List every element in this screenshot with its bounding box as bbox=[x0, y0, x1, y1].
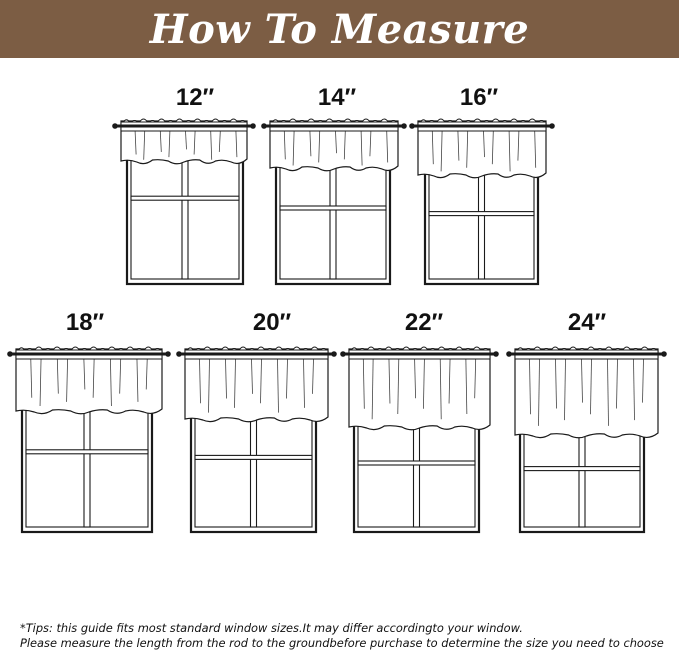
window-transom bbox=[195, 455, 312, 459]
window-illustration-24 bbox=[508, 340, 668, 540]
rod-finial-left bbox=[7, 351, 13, 357]
window-illustration-22 bbox=[342, 340, 502, 540]
header-banner bbox=[0, 0, 679, 58]
valance-curtain bbox=[185, 349, 328, 422]
window-transom bbox=[524, 467, 640, 471]
window-transom bbox=[358, 461, 475, 465]
rod-finial-right bbox=[331, 351, 337, 357]
rod-finial-right bbox=[549, 123, 555, 129]
rod-finial-left bbox=[340, 351, 346, 357]
rod-finial-right bbox=[493, 351, 499, 357]
size-label-22: 22″ bbox=[404, 309, 444, 336]
rod-finial-left bbox=[409, 123, 415, 129]
window-mullion bbox=[84, 406, 90, 527]
window-illustration-16 bbox=[410, 112, 560, 292]
window-illustration-20 bbox=[178, 340, 338, 540]
page-title: How To Measure bbox=[149, 5, 530, 53]
window-illustration-14 bbox=[262, 112, 412, 292]
size-label-20: 20″ bbox=[252, 309, 292, 336]
window-mullion bbox=[414, 422, 420, 527]
window-transom bbox=[280, 206, 386, 210]
window-mullion bbox=[579, 430, 585, 527]
window-mullion bbox=[330, 164, 336, 279]
size-label-16: 16″ bbox=[459, 84, 499, 111]
rod-finial-right bbox=[165, 351, 171, 357]
rod-finial-right bbox=[401, 123, 407, 129]
window-mullion bbox=[479, 172, 485, 279]
tips-text bbox=[20, 621, 664, 651]
valance-curtain bbox=[349, 349, 490, 430]
size-label-14: 14″ bbox=[317, 84, 357, 111]
rod-finial-right bbox=[250, 123, 256, 129]
tips-line-1: *Tips: this guide fits most standard window sizes.It may differ accordingto your window. bbox=[20, 621, 523, 635]
window-illustration-18 bbox=[8, 340, 173, 540]
window-transom bbox=[26, 450, 148, 454]
size-label-18: 18″ bbox=[65, 309, 105, 336]
valance-curtain bbox=[515, 349, 658, 438]
window-illustration-12 bbox=[115, 112, 265, 292]
rod-finial-right bbox=[661, 351, 667, 357]
rod-finial-left bbox=[176, 351, 182, 357]
rod-finial-left bbox=[506, 351, 512, 357]
tips-line-2: Please measure the length from the rod to the groundbefore purchase to determine the size you need to choose bbox=[20, 636, 664, 650]
window-mullion bbox=[182, 150, 188, 279]
window-mullion bbox=[251, 414, 257, 527]
window-transom bbox=[429, 212, 534, 216]
size-label-12: 12″ bbox=[175, 84, 215, 111]
window-transom bbox=[131, 196, 239, 200]
rod-finial-left bbox=[112, 123, 118, 129]
rod-finial-left bbox=[261, 123, 267, 129]
size-label-24: 24″ bbox=[567, 309, 607, 336]
